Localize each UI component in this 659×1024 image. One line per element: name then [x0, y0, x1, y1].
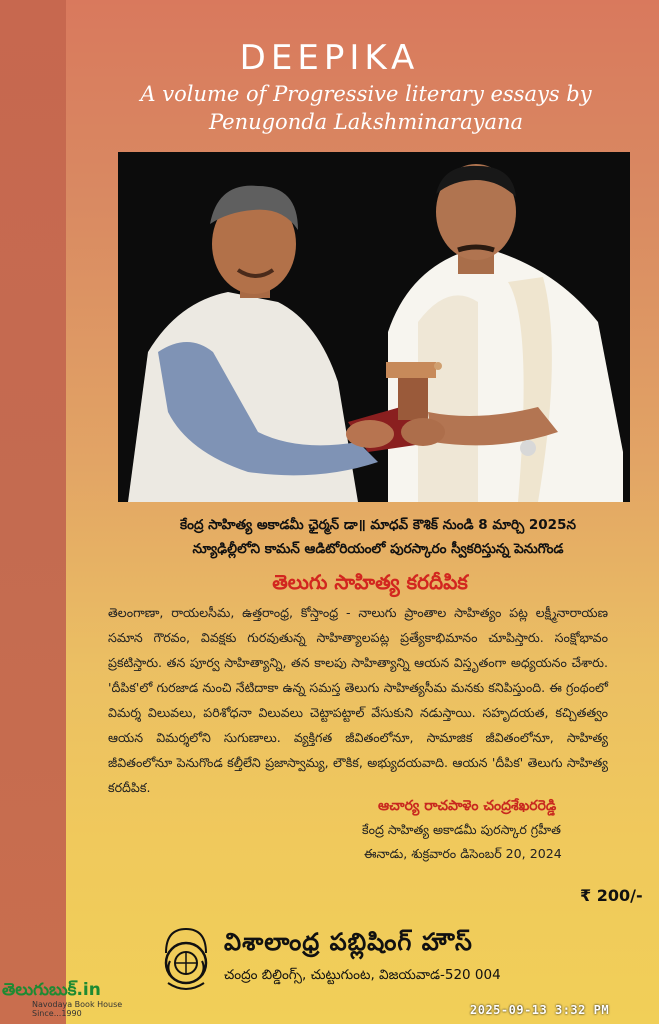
photo-caption [118, 513, 638, 561]
review-source: ఈనాడు, శుక్రవారం డిసెంబర్ 20, 2024 [364, 846, 562, 861]
caption-line-2: న్యూఢిల్లీలోని కామన్ ఆడిటోరియంలో పురస్కారం స్వీకరిస్తున్న పెనుగొండ [192, 541, 564, 557]
watermark-sub-2: Since...1990 [32, 1009, 82, 1018]
author-role: కేంద్ర సాహిత్య అకాడమీ పురస్కార గ్రహీత [362, 822, 561, 837]
award-photo [118, 152, 630, 502]
book-subtitle [96, 80, 636, 136]
price-label: ₹ 200/- [580, 886, 643, 905]
left-hand [346, 420, 394, 448]
watermark-logo [2, 980, 142, 1024]
review-body: తెలంగాణా, రాయలసీమ, ఉత్తరాంధ్ర, కోస్తాంధ్ర - నాలుగు ప్రాంతాల సాహిత్యం పట్ల లక్ష్మీనారాయణ సమాన గౌరవం, వివక్షకు గురవుతున్న సాహిత్యాలపట్ల ప్రత్యేకాభిమానం చూపిస్తారు. సంక్షోభావం ప్రకటిస్తారు. తన పూర్వ సాహిత్యాన్ని, తన కాలపు సాహిత్యాన్ని ఆయన విస్తృతంగా అధ్యయనం చేశారు. 'దీపిక'లో గురజాడ నుంచి నేటిదాకా ఉన్న సమస్త తెలుగు సాహిత్యసీమ మనకు కనిపిస్తుంది. ఈ గ్రంథంలో విమర్శ విలువలు, పరిశోధనా విలువలు చెట్టాపట్టాల్ వేసుకుని నడుస్తాయి. సహృదయత, కచ్చితత్వం ఆయన విమర్శలోని సుగుణాలు. వ్యక్తిగత జీవితంలోనూ, సామాజిక జీవితంలోనూ, సాహిత్య జీవితంలోనూ పెనుగొండ కల్తీలేని ప్రజాస్వామ్య, లౌకిక, అభ్యుదయవాది. ఆయన 'దీపిక' తెలుగు సాహిత్య కరదీపిక. [108, 605, 608, 795]
right-hand [401, 418, 445, 446]
publisher-logo [158, 923, 214, 995]
publisher-address: చంద్రం బిల్డింగ్స్, చుట్టుగుంట, విజయవాడ-520 004 [224, 967, 501, 983]
cover-spine-strip [0, 0, 66, 1024]
subtitle-line-2: Penugonda Lakshminarayana [208, 110, 524, 134]
book-title: DEEPIKA [239, 38, 420, 78]
caption-line-1: కేంద్ర సాహిత్య అకాడమీ ఛైర్మన్ డా॥ మాధవ్ కౌశిక్ నుండి 8 మార్చి 2025న [180, 517, 576, 533]
publisher-name: విశాలాంధ్ర పబ్లిషింగ్ హౌస్ [224, 928, 473, 956]
subtitle-line-1: A volume of Progressive literary essays by [140, 82, 592, 106]
watermark-name: తెలుగుబుక్.in [2, 980, 101, 1000]
review-heading: తెలుగు సాహిత్య కరదీపిక [272, 570, 468, 594]
review-author: ఆచార్య రాచపాళెం చంద్రశేఖరరెడ్డి [378, 798, 557, 814]
watermark-sub-1: Navodaya Book House [32, 1000, 123, 1009]
photo-timestamp: 2025-09-13 3:32 PM [470, 1003, 610, 1017]
watermark-subtitle [32, 1000, 122, 1018]
